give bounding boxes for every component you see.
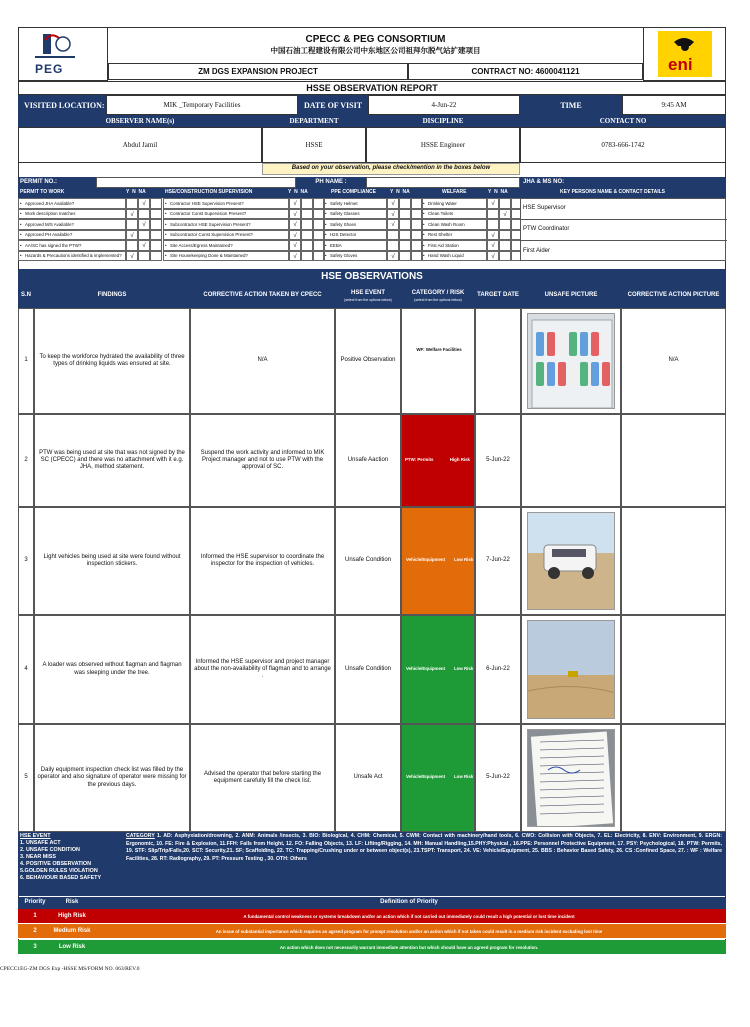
ptw-header: PERMIT TO WORK <box>20 189 65 195</box>
ppe-4-n-checkbox[interactable] <box>399 230 411 241</box>
date-value: 4-Jun-22 <box>368 95 520 115</box>
wel-3-n-checkbox[interactable] <box>499 219 511 230</box>
row-corrective-picture: N/A <box>621 308 726 414</box>
ppe-4-y-checkbox[interactable] <box>387 230 399 241</box>
sup-2-y-checkbox[interactable]: √ <box>289 209 301 220</box>
ptw-2-n-checkbox[interactable] <box>138 209 150 220</box>
wel-1-n-checkbox[interactable] <box>499 198 511 209</box>
ppe-3-n-checkbox[interactable] <box>399 219 411 230</box>
observer-header: OBSERVER NAME(s) <box>18 115 262 127</box>
row-event: Unsafe Act <box>335 724 401 832</box>
row-target-date: 6-Jun-22 <box>475 615 521 724</box>
ppe-6-n-checkbox[interactable] <box>399 251 411 262</box>
wel-4-y-checkbox[interactable]: √ <box>487 230 499 241</box>
row-sn: 2 <box>18 414 34 507</box>
date-label: DATE OF VISIT <box>298 95 368 115</box>
wel-5-n-checkbox[interactable] <box>499 240 511 251</box>
ptw-1-n-checkbox[interactable]: √ <box>138 198 150 209</box>
priority-risk: Low Risk <box>58 943 86 950</box>
instruction-text: Based on your observation, please check/mention in the boxes below <box>262 163 520 175</box>
row-unsafe-picture <box>521 308 621 414</box>
event-header: HSE EVENT (select from the options below) <box>344 290 392 302</box>
row-unsafe-picture <box>521 724 621 832</box>
key-persons-box <box>520 198 726 261</box>
ppe-item-3: • Safety Shoes <box>323 219 387 230</box>
ptw-6-y-checkbox[interactable]: √ <box>126 251 138 262</box>
wel-yn-header: Y N NA <box>488 189 508 195</box>
target-header: TARGET DATE <box>477 292 519 299</box>
priority-row <box>18 924 726 939</box>
row-category <box>401 724 475 832</box>
ppe-item-5: • EEBA <box>323 240 387 251</box>
category-legend: CATEGORY 1. AD: Asphyxiation/drowning, 2. ANM: Animals /insects, 3. BIO: Biological, 4. CHM: Chemical, 5. CWM: Contact with machinery/hand tools, 6. CWO: Collision with Objects, 7. EL: Electricity, 8. ENV: Environment, 9. ERGN: Ergonomic, 10. FE: Fire & Explosion, 11.FFH: Falls from Height, 12. FO: Falling Objects, 13. LF: Lifting/Rigging, 14. MH: Manual Handling,15.PHY:Physical , 16.PPE: Personnel Protective Equipment, 17. PSY: Psychological, 18. PTW: Permits, 19. STF: Slip/Trip/Falls,20. SCT: Security,21. SF; Scaffolding, 22. TC: Trapping/Crushing under or between object(s), 23.TSPT: Transport, 24. VE: Vehicle/Equipment, 25. BBS : Behavior Based Safety, 26. CS :Confined Space, 27. : WF : Welfare Facilities, 28. RT: Radiography, 29. PT: Pressure Testing , 30. OTH: Others <box>126 833 722 862</box>
row-sn: 4 <box>18 615 34 724</box>
title-cn: 中国石油工程建设有限公司中东地区公司祖拜尔脱气站扩建项目 <box>270 46 481 55</box>
row-corrective-picture <box>621 507 726 615</box>
report-title: HSSE OBSERVATION REPORT <box>18 81 726 95</box>
wel-item-4: • Rest Shelter <box>421 230 487 241</box>
row-finding: To keep the workforce hydrated the availability of three types of drinking liquids was ensured at site. <box>34 308 190 414</box>
row-action: N/A <box>190 308 335 414</box>
ptw-yn-header: Y N NA <box>126 189 146 195</box>
sup-5-y-checkbox[interactable]: √ <box>289 240 301 251</box>
ptw-1-y-checkbox[interactable] <box>126 198 138 209</box>
department-header: DEPARTMENT <box>262 115 366 127</box>
sup-4-n-checkbox[interactable] <box>301 230 313 241</box>
ptw-5-na-checkbox[interactable] <box>150 240 162 251</box>
category-header: CATEGORY / RISK (select from the options below) <box>411 290 465 302</box>
supervision-header: HSE/CONSTRUCTION SUPERVISION <box>165 189 253 195</box>
priority-header: Priority <box>24 899 46 906</box>
ppe-item-4: • H2S Detector <box>323 230 387 241</box>
peg-logo-text: PEG <box>35 62 64 76</box>
wel-item-1: • Drinking Water <box>421 198 487 209</box>
unsafe-photo-truck[interactable] <box>527 512 615 610</box>
row-target-date: 5-Jun-22 <box>475 414 521 507</box>
sup-1-y-checkbox[interactable]: √ <box>289 198 301 209</box>
row-risk-label: Low Risk <box>454 557 474 562</box>
unsafe-photo-desert[interactable] <box>527 620 615 719</box>
ptw-2-na-checkbox[interactable] <box>150 209 162 220</box>
wel-2-y-checkbox[interactable] <box>487 209 499 220</box>
form-footer: CPECC1EG-ZM DGS Exp -HSSE MS/FORM NO. 063/REV.0 <box>0 966 140 972</box>
row-finding: Light vehicles being used at site were found without inspection stickers. <box>34 507 190 615</box>
priority-definition: An issue of substantial importance which requires an agreed program for prompt resolution and/or an action which if not taken could result in a medium risk incident excluding lost time <box>215 929 603 935</box>
sup-item-4: • Subcontractor Const Supervision Present? <box>163 230 289 241</box>
ptw-3-n-checkbox[interactable]: √ <box>138 219 150 230</box>
time-label: TIME <box>520 95 622 115</box>
priority-definition: A fundamental control weakness or systems breakdown and/or an action which if not carried out immediately could result a high potential or lost time incident <box>243 914 575 919</box>
row-risk-label: High Risk <box>449 456 470 462</box>
wel-6-n-checkbox[interactable] <box>499 251 511 262</box>
ppe-item-1: • Safety Helmet <box>323 198 387 209</box>
row-corrective-picture <box>621 615 726 724</box>
contract-no: CONTRACT NO: 4600041121 <box>408 63 643 80</box>
eni-logo-text: eni <box>668 55 693 74</box>
priority-row <box>18 909 726 924</box>
key-hse-supervisor: HSE Supervisor <box>521 199 727 220</box>
ppe-item-6: • Safety Gloves <box>323 251 387 262</box>
hse-event-legend: HSE EVENT 1. UNSAFE ACT 2. UNSAFE CONDITION 3. NEAR MISS 4. POSITIVE OBSERVATION 5.GOLDEN RULES VIOLATION 6. BEHAVIOUR BASED SAFETY <box>20 833 102 882</box>
row-risk-label: Low Risk <box>454 665 474 671</box>
project-name: ZM DGS EXPANSION PROJECT <box>108 63 408 80</box>
department-value: HSSE <box>262 127 366 163</box>
wel-1-y-checkbox[interactable]: √ <box>487 198 499 209</box>
welfare-header: WELFARE <box>442 189 467 195</box>
ph-name-field[interactable] <box>366 177 520 188</box>
priority-rows <box>18 909 726 955</box>
ptw-item-5: • AA/SC has signed the PTW? <box>18 240 126 251</box>
ptw-item-1: • Approved JHA Available? <box>18 198 126 209</box>
row-category-label: WF: Welfare Facilities <box>416 347 462 352</box>
row-action: Advised the operator that before starting the equipment carefully fill the check list. <box>190 724 335 832</box>
wel-item-2: • Clean Toilets <box>421 209 487 220</box>
row-event: Unsafe Aaction <box>335 414 401 507</box>
risk-header: Risk <box>65 899 79 906</box>
header-title <box>108 27 643 63</box>
ptw-6-na-checkbox[interactable] <box>150 251 162 262</box>
ppe-header: PPE COMPLIANCE <box>331 189 377 195</box>
ptw-item-4: • Approved PH Available? <box>18 230 126 241</box>
observer-name: Abdul Jamil <box>18 127 262 163</box>
wel-5-y-checkbox[interactable]: √ <box>487 240 499 251</box>
row-action: Suspend the work activity and informed to MIK Project manager and not to use PTW with the approval of SC. <box>190 414 335 507</box>
ptw-4-n-checkbox[interactable] <box>138 230 150 241</box>
sup-6-n-checkbox[interactable] <box>301 251 313 262</box>
row-category <box>401 615 475 724</box>
priority-row <box>18 940 726 955</box>
priority-number: 2 <box>33 928 37 935</box>
ptw-4-y-checkbox[interactable]: √ <box>126 230 138 241</box>
ptw-4-na-checkbox[interactable] <box>150 230 162 241</box>
wel-item-3: • Clean Wash Room <box>421 219 487 230</box>
row-sn: 1 <box>18 308 34 414</box>
sup-item-5: • Site Access/Egress Maintained? <box>163 240 289 251</box>
ptw-item-6: • Hazards & Precautions identified & implemented? <box>18 251 126 262</box>
row-finding: A loader was observed without flagman and flagman was sleeping under the tree. <box>34 615 190 724</box>
corrective-picture-header: CORRECTIVE ACTION PICTURE <box>627 292 720 299</box>
ppe-6-y-checkbox[interactable]: √ <box>387 251 399 262</box>
unsafe-photo-drinks[interactable] <box>527 313 615 409</box>
row-finding: PTW was being used at site that was not signed by the SC (CPECC) and there was no attachment with it e.g. JHA, method statement. <box>34 414 190 507</box>
row-sn: 3 <box>18 507 34 615</box>
sup-3-y-checkbox[interactable]: √ <box>289 219 301 230</box>
action-header: CORRECTIVE ACTION TAKEN BY CPECC <box>203 292 322 299</box>
sn-header: S.N <box>20 292 31 299</box>
title-en: CPECC & PEG CONSORTIUM <box>305 34 446 45</box>
ptw-1-na-checkbox[interactable] <box>150 198 162 209</box>
row-target-date: 7-Jun-22 <box>475 507 521 615</box>
row-category <box>401 507 475 615</box>
wel-3-y-checkbox[interactable] <box>487 219 499 230</box>
sup-2-n-checkbox[interactable] <box>301 209 313 220</box>
definition-header: Definition of Priority <box>380 899 438 906</box>
row-action: Informed the HSE supervisor to coordinate the inspector for the inspection of vehicles. <box>190 507 335 615</box>
ppe-yn-header: Y N NA <box>390 189 410 195</box>
ptw-item-3: • Approved M/S Available? <box>18 219 126 230</box>
priority-number: 1 <box>33 912 37 919</box>
sup-item-3: • Subcontractor HSE Supervision Present? <box>163 219 289 230</box>
sup-5-n-checkbox[interactable] <box>301 240 313 251</box>
row-category-label: PTW: Permits <box>405 456 434 462</box>
row-event: Unsafe Condition <box>335 615 401 724</box>
ppe-2-n-checkbox[interactable] <box>399 209 411 220</box>
eni-logo-cell <box>643 27 726 81</box>
row-event: Unsafe Condition <box>335 507 401 615</box>
sup-3-n-checkbox[interactable] <box>301 219 313 230</box>
unsafe-picture-header: UNSAFE PICTURE <box>544 292 598 299</box>
priority-number: 3 <box>33 943 37 950</box>
sup-yn-header: Y N NA <box>288 189 308 195</box>
contact-value: 0783-666-1742 <box>520 127 726 163</box>
row-corrective-picture <box>621 414 726 507</box>
priority-risk: High Risk <box>58 912 86 919</box>
ppe-5-y-checkbox[interactable] <box>387 240 399 251</box>
unsafe-photo-paper[interactable] <box>527 729 615 827</box>
row-sn: 5 <box>18 724 34 832</box>
sup-6-y-checkbox[interactable]: √ <box>289 251 301 262</box>
priority-definition: An action which does not necessarily warrant immediate attention but which should have an agreed program for resolution. <box>279 944 539 950</box>
row-target-date: 5-Jun-22 <box>475 724 521 832</box>
visited-location-label: VISITED LOCATION: <box>18 95 106 115</box>
ptw-6-n-checkbox[interactable] <box>138 251 150 262</box>
contact-header: CONTACT NO <box>520 115 726 127</box>
ppe-1-y-checkbox[interactable]: √ <box>387 198 399 209</box>
jha-label: JHA & MS NO: <box>520 177 726 188</box>
sup-4-y-checkbox[interactable]: √ <box>289 230 301 241</box>
row-action: Informed the HSE supervisor and project manager about the non-availability of flagman and to arrange . <box>190 615 335 724</box>
row-corrective-picture <box>621 724 726 832</box>
row-target-date <box>475 308 521 414</box>
permit-no-field[interactable] <box>96 177 296 188</box>
key-first-aider: First Aider <box>523 247 551 254</box>
priority-risk: Medium Risk <box>53 928 91 935</box>
ph-name-label: PH NAME : <box>296 177 366 188</box>
sup-item-2: • Contractor Const Supervision Present? <box>163 209 289 220</box>
key-persons-header: KEY PERSONS NAME & CONTACT DETAILS <box>560 189 666 195</box>
row-unsafe-picture <box>521 615 621 724</box>
wel-item-5: • First Aid Station <box>421 240 487 251</box>
discipline-header: DISCIPLINE <box>366 115 520 127</box>
ppe-1-n-checkbox[interactable] <box>399 198 411 209</box>
ppe-2-y-checkbox[interactable]: √ <box>387 209 399 220</box>
observations-title: HSE OBSERVATIONS <box>18 269 726 284</box>
permit-no-label: PERMIT NO.: <box>18 177 96 188</box>
wel-2-n-checkbox[interactable]: √ <box>499 209 511 220</box>
ppe-3-y-checkbox[interactable]: √ <box>387 219 399 230</box>
row-category <box>401 414 475 507</box>
sup-1-n-checkbox[interactable] <box>301 198 313 209</box>
row-risk-label: Low Risk <box>454 774 474 779</box>
cpecc-logo-cell <box>18 27 108 81</box>
wel-4-n-checkbox[interactable] <box>499 230 511 241</box>
time-value: 9:45 AM <box>622 95 726 115</box>
row-category-label: Vehicle/Equipment <box>406 557 446 562</box>
ppe-item-2: • Safety Glasses <box>323 209 387 220</box>
row-category-label: Vehicle/Equipment <box>406 774 446 779</box>
wel-6-y-checkbox[interactable]: √ <box>487 251 499 262</box>
row-category <box>401 308 475 414</box>
findings-header: FINDINGS <box>97 292 127 299</box>
visited-location-value: MIK _Temporary Facilities <box>106 95 298 115</box>
ptw-5-n-checkbox[interactable]: √ <box>138 240 150 251</box>
row-finding: Daily equipment inspection check list was filled by the operator and also signature of operator were missing for the previous days. <box>34 724 190 832</box>
discipline-value: HSSE Engineer <box>366 127 520 163</box>
ptw-2-y-checkbox[interactable]: √ <box>126 209 138 220</box>
row-category-label: Vehicle/Equipment <box>406 665 446 671</box>
observation-rows <box>18 308 726 832</box>
ptw-item-2: • Work description matches <box>18 209 126 220</box>
key-ptw-coordinator: PTW Coordinator <box>521 220 727 241</box>
row-event: Positive Observation <box>335 308 401 414</box>
ptw-5-y-checkbox[interactable] <box>126 240 138 251</box>
ptw-3-y-checkbox[interactable] <box>126 219 138 230</box>
row-unsafe-picture <box>521 414 621 507</box>
sup-item-1: • Contractor HSE Supervision Present? <box>163 198 289 209</box>
row-unsafe-picture <box>521 507 621 615</box>
wel-item-6: • Hand Wash Liquid <box>421 251 487 262</box>
sup-item-6: • Site Housekeeping Done & Maintained? <box>163 251 289 262</box>
ptw-3-na-checkbox[interactable] <box>150 219 162 230</box>
ppe-5-n-checkbox[interactable] <box>399 240 411 251</box>
